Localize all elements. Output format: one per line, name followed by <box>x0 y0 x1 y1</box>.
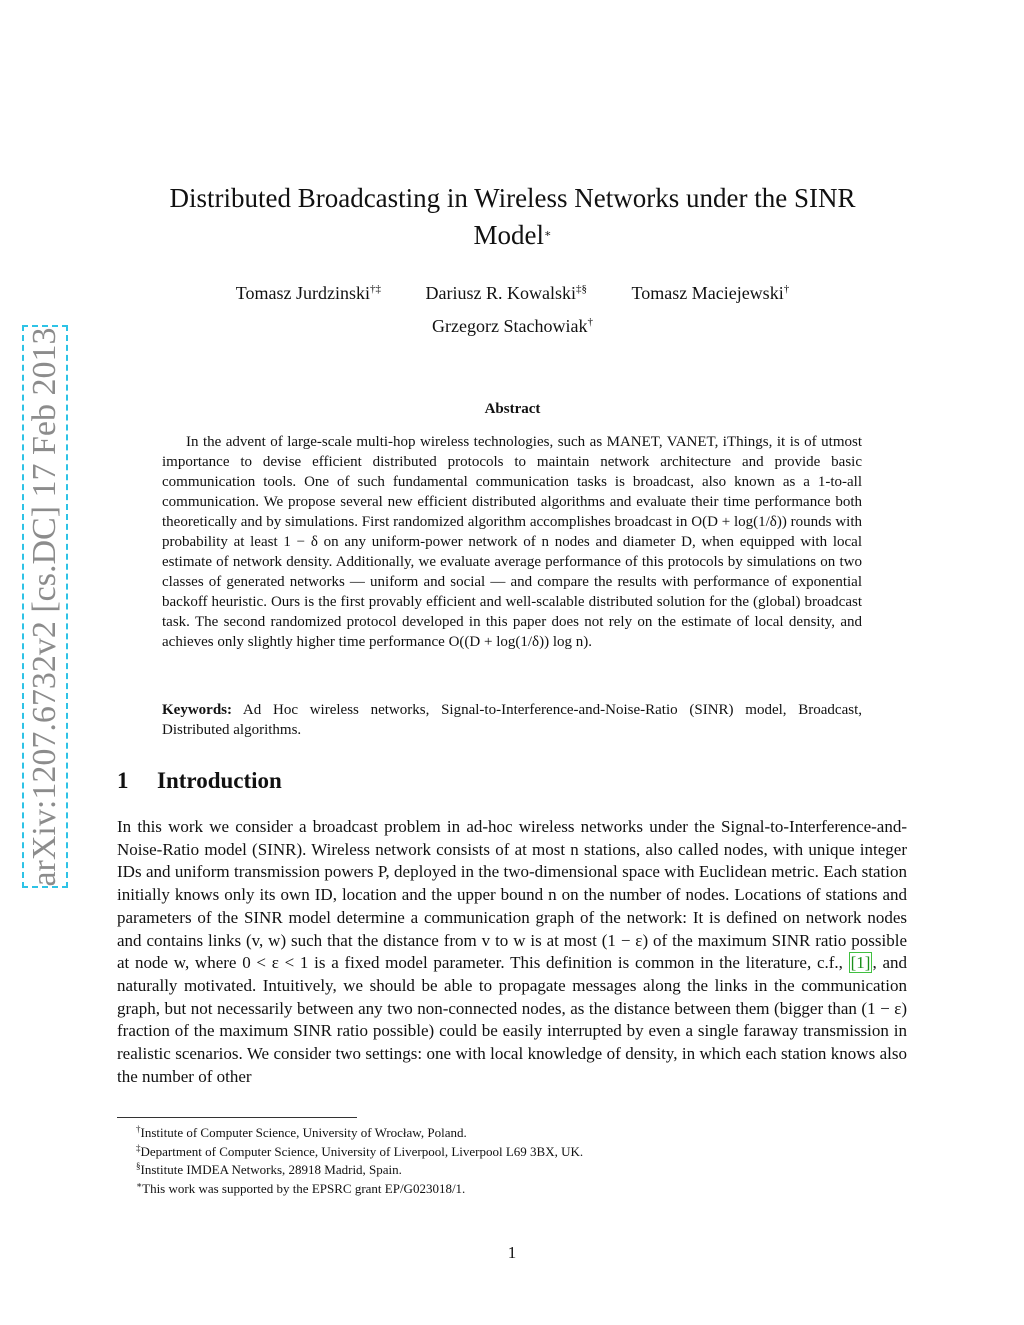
arxiv-identifier-stamp[interactable] <box>22 325 68 888</box>
footnotes <box>136 1124 896 1198</box>
abstract-heading: Abstract <box>484 401 541 417</box>
author: Tomasz Maciejewski† <box>631 283 790 303</box>
paper-title <box>140 180 885 254</box>
keywords <box>162 700 862 740</box>
citation-link[interactable]: [1] <box>850 953 871 973</box>
section-heading <box>117 768 282 794</box>
author-row-1 <box>140 277 885 310</box>
author-list <box>140 277 885 343</box>
footnote: §Institute IMDEA Networks, 28918 Madrid, Spain. <box>136 1161 402 1177</box>
title-line-1: Distributed Broadcasting in Wireless Networks under the SINR <box>169 183 856 213</box>
author-affiliation-marks: † <box>587 316 593 328</box>
author-row-2 <box>140 310 885 343</box>
title-line-2: Model <box>473 220 544 250</box>
author: Dariusz R. Kowalski‡§ <box>425 283 587 303</box>
footnote-divider <box>117 1117 357 1118</box>
keywords-text: Ad Hoc wireless networks, Signal-to-Interference-and-Noise-Ratio (SINR) model, Broadcast, Distributed algorithms. <box>162 702 862 738</box>
page-number: 1 <box>507 1243 517 1262</box>
author-affiliation-marks: † <box>783 283 790 295</box>
footnote: †Institute of Computer Science, University of Wrocław, Poland. <box>136 1124 467 1140</box>
keywords-label: Keywords: <box>162 702 232 718</box>
author-affiliation-marks: ‡§ <box>576 283 587 295</box>
section-title: Introduction <box>157 768 282 793</box>
introduction-paragraph: In this work we consider a broadcast problem in ad-hoc wireless networks under the Signal-to-Interference-and-Noise-Ratio model (SINR). Wireless network consists of at most n stations, also called nodes, with unique integer IDs and uniform transmission powers P, deployed in the two-dimensional space with Euclidean metric. Each station initially knows only its own ID, location and the upper bound n on the number of nodes. Locations of stations and parameters of the SINR model determine a communication graph of the network: It is defined on network nodes and contains links (v, w) such that the distance from v to w is at most (1 − ε) of the maximum SINR ratio possible at node w, where 0 < ε < 1 is a fixed model parameter. This definition is common in the literature, c.f., [1] , and naturally motivated. Intuitively, we should be able to propagate messages along the links in the communication graph, but not necessarily between any two non-connected nodes, as the distance between them (bigger than (1 − ε) fraction of the maximum SINR ratio possible) could be easily interrupted by even a single faraway transmission in realistic scenarios. We consider two settings: one with local knowledge of density, in which each station knows also the number of other <box>117 817 907 1086</box>
abstract-text: In the advent of large-scale multi-hop wireless technologies, such as MANET, VANET, iThings, it is of utmost importance to devise efficient distributed protocols to maintain network architecture and provide basic communication tools. One of such fundamental communication tasks is broadcast, also known as a 1-to-all communication. We propose several new efficient distributed algorithms and evaluate their time performance both theoretically and by simulations. First randomized algorithm accomplishes broadcast in O(D + log(1/δ)) rounds with probability at least 1 − δ on any uniform-power network of n nodes and diameter D, when equipped with local estimate of network density. Additionally, we evaluate average performance of this protocols by simulations on two classes of generated networks — uniform and social — and compare the results with performance of exponential backoff heuristic. Ours is the first provably efficient and well-scalable distributed solution for the (global) broadcast task. The second randomized protocol developed in this paper does not rely on the estimate of local density, and achieves only slightly higher time performance O((D + log(1/δ)) log n). <box>162 434 862 650</box>
author-affiliation-marks: †‡ <box>370 283 382 295</box>
author: Tomasz Jurdzinski†‡ <box>235 283 382 303</box>
arxiv-identifier-text: arXiv:1207.6732v2 [cs.DC] 17 Feb 2013 <box>26 326 63 887</box>
author: Grzegorz Stachowiak† <box>432 316 593 336</box>
title-footnote-mark: ∗ <box>544 228 552 240</box>
section-number: 1 <box>117 768 129 793</box>
footnote: ∗This work was supported by the EPSRC grant EP/G023018/1. <box>136 1179 466 1196</box>
footnote: ‡Department of Computer Science, University of Liverpool, Liverpool L69 3BX, UK. <box>136 1142 584 1159</box>
